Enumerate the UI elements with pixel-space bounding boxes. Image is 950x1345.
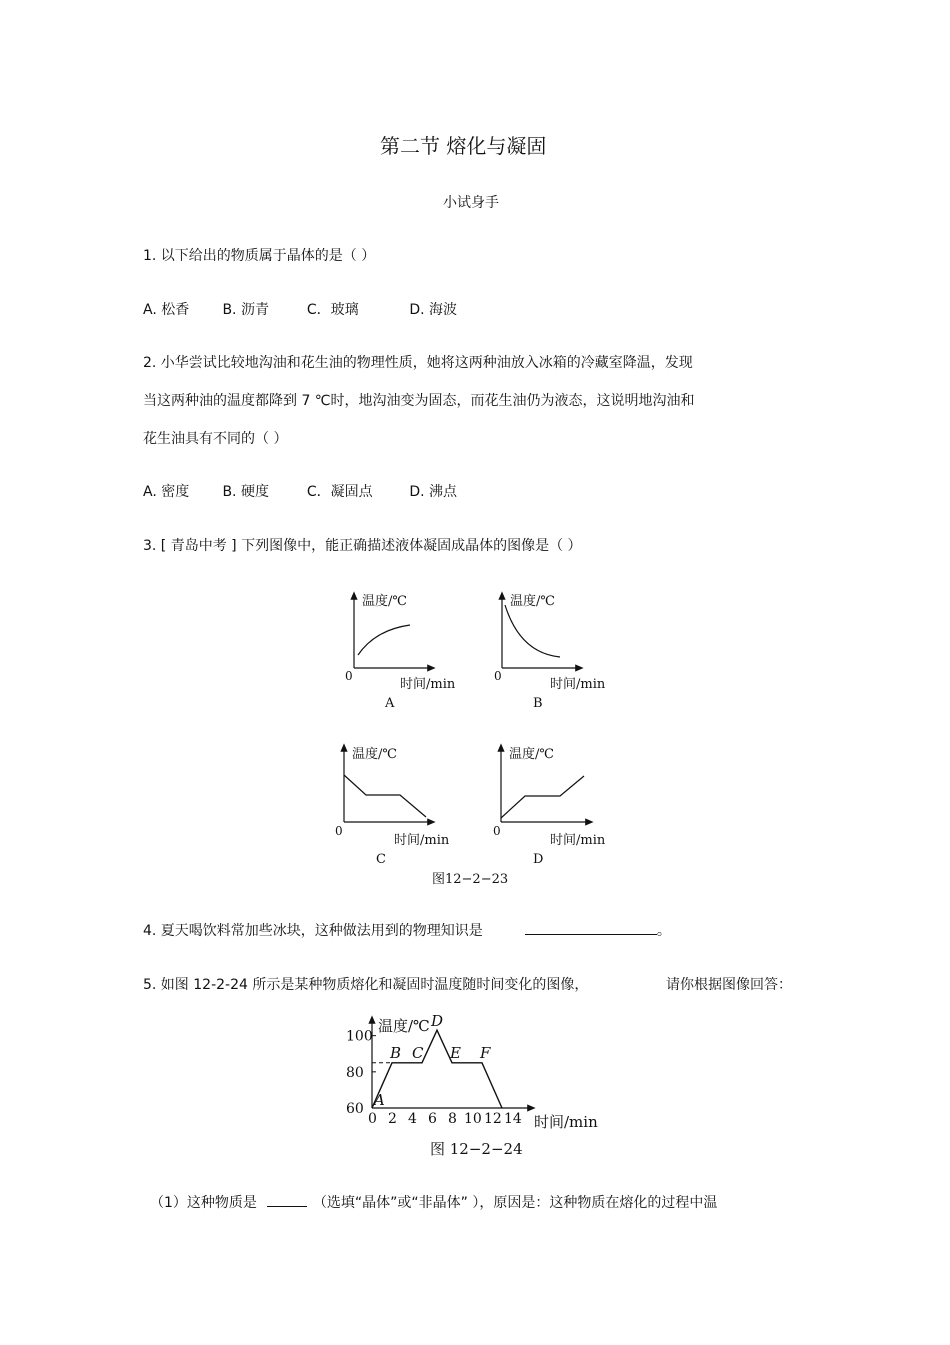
question-5-sub-1 (150, 1192, 717, 1212)
curve (501, 776, 584, 818)
option-b: B. 硬度 (222, 484, 269, 500)
graph-label: A (385, 696, 395, 711)
question-1-stem: 1. 以下给出的物质属于晶体的是（ ） (143, 248, 376, 264)
point-label-c: C (412, 1043, 424, 1062)
question-4-end: 。 (656, 923, 671, 939)
y-tick-label: 100 (346, 1028, 373, 1045)
question-5-stem-b: 请你根据图像回答： (666, 977, 792, 993)
question-5-sub-1-a: （1）这种物质是 (150, 1195, 257, 1211)
question-5-stem-a: 5. 如图 12-2-24 所示是某种物质熔化和凝固时温度随时间变化的图像， (143, 977, 589, 993)
option-a: A. 密度 (143, 484, 190, 500)
temperature-curve (372, 1030, 502, 1108)
x-tick-label: 14 (504, 1111, 522, 1127)
x-tick-label: 2 (388, 1111, 397, 1127)
point-label-f: F (480, 1043, 491, 1062)
answer-blank[interactable] (525, 920, 657, 935)
x-tick-label: 4 (408, 1111, 417, 1127)
ylabel: 温度/℃ (510, 594, 555, 609)
graph-a (345, 593, 456, 711)
figure-caption: 图12−2−23 (432, 872, 509, 887)
option-d: D. 沸点 (409, 484, 458, 500)
origin: 0 (335, 824, 343, 838)
option-c: C．玻璃 (306, 302, 359, 318)
option-b: B. 沥青 (222, 302, 269, 318)
graph-label: D (533, 852, 544, 867)
question-3-stem: 3. [ 青岛中考 ] 下列图像中，能正确描述液体凝固成晶体的图像是（ ） (143, 538, 582, 554)
origin: 0 (345, 669, 353, 683)
curve (358, 625, 410, 655)
ylabel: 温度/℃ (352, 747, 397, 762)
x-tick-label: 12 (484, 1111, 502, 1127)
question-1-options (143, 299, 457, 319)
point-label-e: E (450, 1043, 461, 1062)
graph-d (493, 746, 606, 867)
option-a: A. 松香 (143, 302, 190, 318)
figure-12-2-23 (320, 585, 630, 895)
chart-ylabel: 温度/℃ (378, 1017, 430, 1035)
y-tick-label: 80 (346, 1064, 364, 1081)
xlabel: 时间/min (550, 833, 606, 848)
origin: 0 (494, 669, 502, 683)
ylabel: 温度/℃ (362, 594, 407, 609)
question-2-line-2: 当这两种油的温度都降到 7 ℃时，地沟油变为固态，而花生油仍为液态，这说明地沟油和 (143, 393, 695, 409)
chart-caption: 图 12−2−24 (430, 1140, 523, 1158)
xlabel: 时间/min (550, 677, 606, 692)
question-2-line-1: 2. 小华尝试比较地沟油和花生油的物理性质，她将这两种油放入冰箱的冷藏室降温，发现 (143, 355, 693, 371)
x-tick-label: 6 (428, 1111, 437, 1127)
section-title: 小试身手 (443, 195, 499, 211)
point-label-a: A (374, 1091, 385, 1109)
point-label-b: B (390, 1043, 402, 1062)
curve (505, 605, 560, 657)
figure-12-2-24 (330, 1015, 630, 1165)
x-tick-label: 10 (464, 1111, 482, 1127)
option-d: D. 海波 (409, 302, 458, 318)
page-title: 第二节 熔化与凝固 (380, 134, 547, 158)
graph-label: B (533, 696, 543, 711)
x-tick-label: 0 (368, 1111, 377, 1127)
question-4-stem: 4. 夏天喝饮料常加些冰块，这种做法用到的物理知识是 (143, 923, 483, 939)
x-tick-label: 8 (448, 1111, 457, 1127)
answer-blank[interactable] (267, 1192, 307, 1207)
option-c: C．凝固点 (306, 484, 373, 500)
y-tick-label: 60 (346, 1101, 364, 1117)
graph-label: C (376, 852, 386, 867)
origin: 0 (493, 824, 501, 838)
ylabel: 温度/℃ (509, 747, 554, 762)
chart-xlabel: 时间/min (534, 1113, 598, 1131)
question-5-sub-1-b: （选填“晶体”或“非晶体” ），原因是：这种物质在熔化的过程中温 (312, 1195, 718, 1211)
graph-c (335, 746, 450, 867)
graph-b (494, 593, 606, 711)
xlabel: 时间/min (394, 833, 450, 848)
question-2-options (143, 481, 457, 501)
question-2-line-3: 花生油具有不同的（ ） (143, 431, 288, 447)
question-4 (143, 920, 671, 940)
xlabel: 时间/min (400, 677, 456, 692)
point-label-d: D (431, 1015, 444, 1031)
curve (344, 775, 426, 817)
